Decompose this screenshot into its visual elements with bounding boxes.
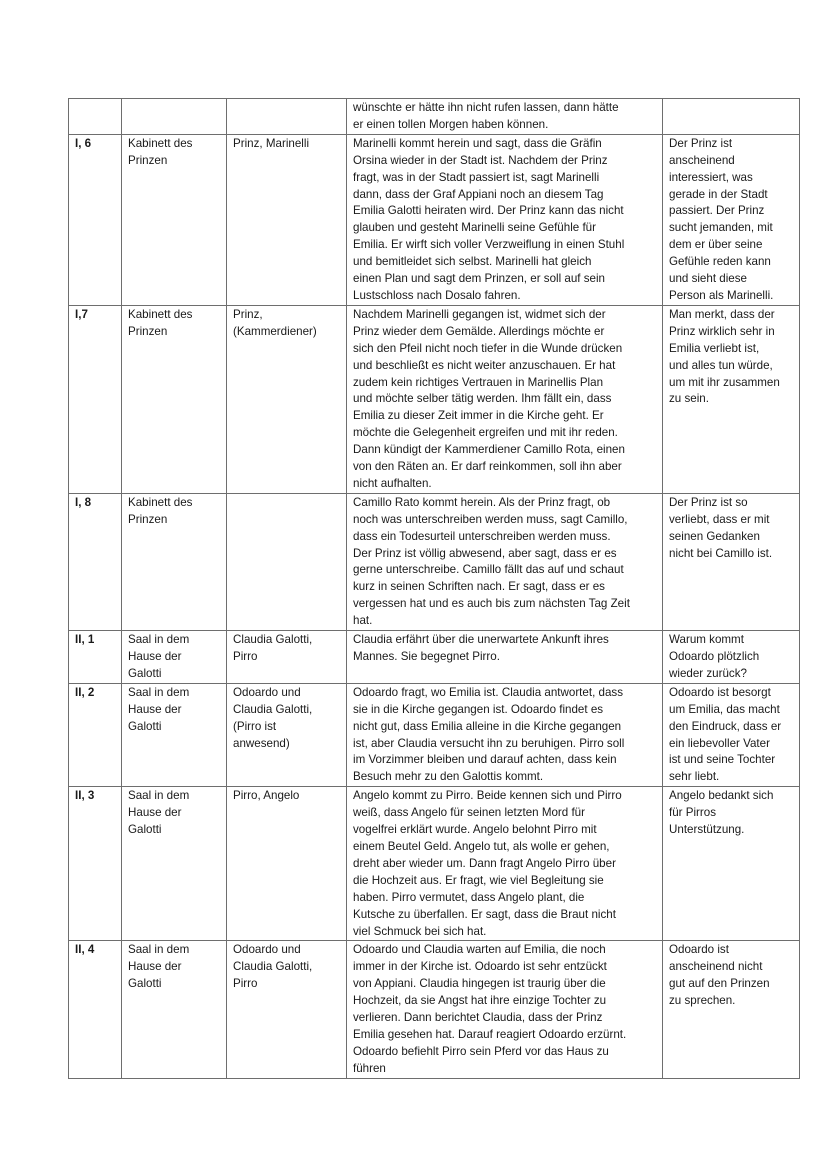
comment-cell — [663, 787, 800, 941]
act-scene-text: II, 3 — [75, 789, 95, 803]
place-cell — [122, 99, 227, 135]
comment-cell — [663, 941, 800, 1078]
content-cell — [347, 99, 663, 135]
content-cell — [347, 134, 663, 305]
table-row — [69, 99, 800, 135]
comment-text: Der Prinz ist so verliebt, dass er mit seinen Gedanken nicht bei Camillo ist. — [669, 495, 773, 560]
act-scene-cell — [69, 493, 122, 630]
scene-analysis-table — [68, 98, 800, 1079]
persons-cell — [227, 683, 347, 786]
comment-text: Der Prinz ist anscheinend interessiert, was gerade in der Stadt passiert. Der Prinz sucht jemanden, mit dem er über seine Gefühle reden kann und sieht diese Person als Marinelli. — [669, 136, 774, 302]
comment-text: Man merkt, dass der Prinz wirklich sehr in Emilia verliebt ist, und alles tun würde, um mit ihr zusammen zu sein. — [669, 307, 780, 406]
place-text: Kabinett des Prinzen — [128, 495, 193, 526]
place-cell — [122, 941, 227, 1078]
content-text: Camillo Rato kommt herein. Als der Prinz fragt, ob noch was unterschreiben werden muss, sagt Camillo, dass ein Todesurteil unterschreiben werden muss. Der Prinz ist völlig abwesend, aber sagt, dass er es gerne unterschreibe. Camillo fällt das auf und schaut kurz in seinen Schriften nach. Er sagt, dass er es vergessen hat und es auch bis zum nächsten Tag Zeit hat. — [353, 495, 630, 628]
comment-text: Warum kommt Odoardo plötzlich wieder zurück? — [669, 633, 760, 680]
place-text: Saal in dem Hause der Galotti — [128, 633, 190, 680]
place-text: Saal in dem Hause der Galotti — [128, 685, 190, 733]
comment-text: Odoardo ist besorgt um Emilia, das macht den Eindruck, dass er ein liebevoller Vater ist und seine Tochter sehr liebt. — [669, 685, 782, 784]
place-text: Saal in dem Hause der Galotti — [128, 943, 190, 991]
act-scene-cell — [69, 134, 122, 305]
place-cell — [122, 787, 227, 941]
table-row — [69, 787, 800, 941]
persons-text: Claudia Galotti, Pirro — [233, 633, 313, 663]
content-cell — [347, 305, 663, 493]
act-scene-cell — [69, 787, 122, 941]
persons-cell — [227, 134, 347, 305]
act-scene-cell — [69, 305, 122, 493]
act-scene-cell — [69, 941, 122, 1078]
content-cell — [347, 631, 663, 684]
comment-cell — [663, 99, 800, 135]
place-text: Kabinett des Prinzen — [128, 136, 193, 167]
place-cell — [122, 683, 227, 786]
persons-text: Pirro, Angelo — [233, 789, 300, 803]
act-scene-text: II, 2 — [75, 685, 95, 699]
persons-cell — [227, 631, 347, 684]
content-text: Odoardo und Claudia warten auf Emilia, die noch immer in der Kirche ist. Odoardo ist sehr entzückt von Appiani. Claudia hingegen ist traurig über die Hochzeit, da sie Angst hat ihre einzige Tochter zu verlieren. Dann berichtet Claudia, dass der Prinz Emilia gesehen hat. Darauf reagiert Odoardo erzürnt. Odoardo befiehlt Pirro sein Pferd vor das Haus zu führen — [353, 943, 627, 1075]
content-cell — [347, 493, 663, 630]
place-cell — [122, 305, 227, 493]
act-scene-cell — [69, 99, 122, 135]
comment-cell — [663, 493, 800, 630]
content-cell — [347, 941, 663, 1078]
comment-cell — [663, 305, 800, 493]
persons-text: Odoardo und Claudia Galotti, Pirro — [233, 943, 313, 991]
content-cell — [347, 787, 663, 941]
content-text: wünschte er hätte ihn nicht rufen lassen, dann hätte er einen tollen Morgen haben können. — [353, 101, 619, 131]
act-scene-cell — [69, 683, 122, 786]
table-row — [69, 305, 800, 493]
comment-cell — [663, 683, 800, 786]
act-scene-text: I,7 — [75, 307, 88, 321]
persons-cell — [227, 99, 347, 135]
content-text: Marinelli kommt herein und sagt, dass die Gräfin Orsina wieder in der Stadt ist. Nachdem der Prinz fragt, was in der Stadt passiert ist, sagt Marinelli dann, dass der Graf Appiani noch an diesem Tag Emilia Galotti heiraten wird. Der Prinz kann das nicht glauben und gesteht Marinelli seine Gefühle für Emilia. Er wirft sich voller Verzweiflung in einen Stuhl und bemitleidet sich selbst. Marinelli hat gleich einen Plan und sagt dem Prinzen, er soll auf sein Lustschloss nach Dosalo fahren. — [353, 136, 625, 302]
act-scene-text: I, 6 — [75, 136, 92, 150]
content-text: Odoardo fragt, wo Emilia ist. Claudia antwortet, dass sie in die Kirche gegangen ist. Odoardo findet es nicht gut, dass Emilia alleine in die Kirche gegangen ist, aber Claudia versucht ihn zu beruhigen. Pirro soll im Vorzimmer bleiben und darauf achten, dass kein Besuch mehr zu den Galottis kommt. — [353, 685, 625, 784]
comment-text: Odoardo ist anscheinend nicht gut auf den Prinzen zu sprechen. — [669, 943, 770, 1008]
content-cell — [347, 683, 663, 786]
table-row — [69, 683, 800, 786]
persons-text: Prinz, (Kammerdiener) — [233, 307, 317, 338]
content-text: Angelo kommt zu Pirro. Beide kennen sich und Pirro weiß, dass Angelo für seinen letzten Mord für vogelfrei erklärt wurde. Angelo belohnt Pirro mit einem Beutel Geld. Angelo tut, als wolle er gehen, dreht aber wieder um. Dann fragt Angelo Pirro über die Hochzeit aus. Er fragt, wie viel Begleitung sie haben. Pirro vermutet, dass Angelo plant, die Kutsche zu überfallen. Er sagt, dass die Braut nicht viel Schmuck bei sich hat. — [353, 789, 622, 938]
table-row — [69, 631, 800, 684]
comment-cell — [663, 631, 800, 684]
persons-cell — [227, 941, 347, 1078]
persons-text: Odoardo und Claudia Galotti, (Pirro ist anwesend) — [233, 685, 313, 750]
act-scene-text: II, 1 — [75, 633, 95, 647]
persons-cell — [227, 493, 347, 630]
act-scene-text: I, 8 — [75, 495, 92, 509]
act-scene-cell — [69, 631, 122, 684]
table-row — [69, 134, 800, 305]
place-cell — [122, 631, 227, 684]
comment-cell — [663, 134, 800, 305]
table-row — [69, 493, 800, 630]
content-text: Nachdem Marinelli gegangen ist, widmet sich der Prinz wieder dem Gemälde. Allerdings möchte er sich den Pfeil nicht noch tiefer in die Wunde drücken und beschließt es nicht weiter anzuschauen. Er hat zudem kein richtiges Vertrauen in Marinellis Plan und möchte selber tätig werden. Ihm fällt ein, dass Emilia zu dieser Zeit immer in die Kirche geht. Er möchte die Gelegenheit ergreifen und mit ihr reden. Dann kündigt der Kammerdiener Camillo Rota, einen von den Räten an. Er darf reinkommen, soll ihn aber nicht aufhalten. — [353, 307, 625, 490]
persons-cell — [227, 305, 347, 493]
place-text: Saal in dem Hause der Galotti — [128, 789, 190, 837]
table-row — [69, 941, 800, 1078]
act-scene-text: II, 4 — [75, 943, 95, 957]
place-text: Kabinett des Prinzen — [128, 307, 193, 338]
content-text: Claudia erfährt über die unerwartete Ankunft ihres Mannes. Sie begegnet Pirro. — [353, 633, 609, 663]
comment-text: Angelo bedankt sich für Pirros Unterstützung. — [669, 789, 774, 837]
persons-cell — [227, 787, 347, 941]
persons-text: Prinz, Marinelli — [233, 136, 310, 150]
place-cell — [122, 134, 227, 305]
place-cell — [122, 493, 227, 630]
